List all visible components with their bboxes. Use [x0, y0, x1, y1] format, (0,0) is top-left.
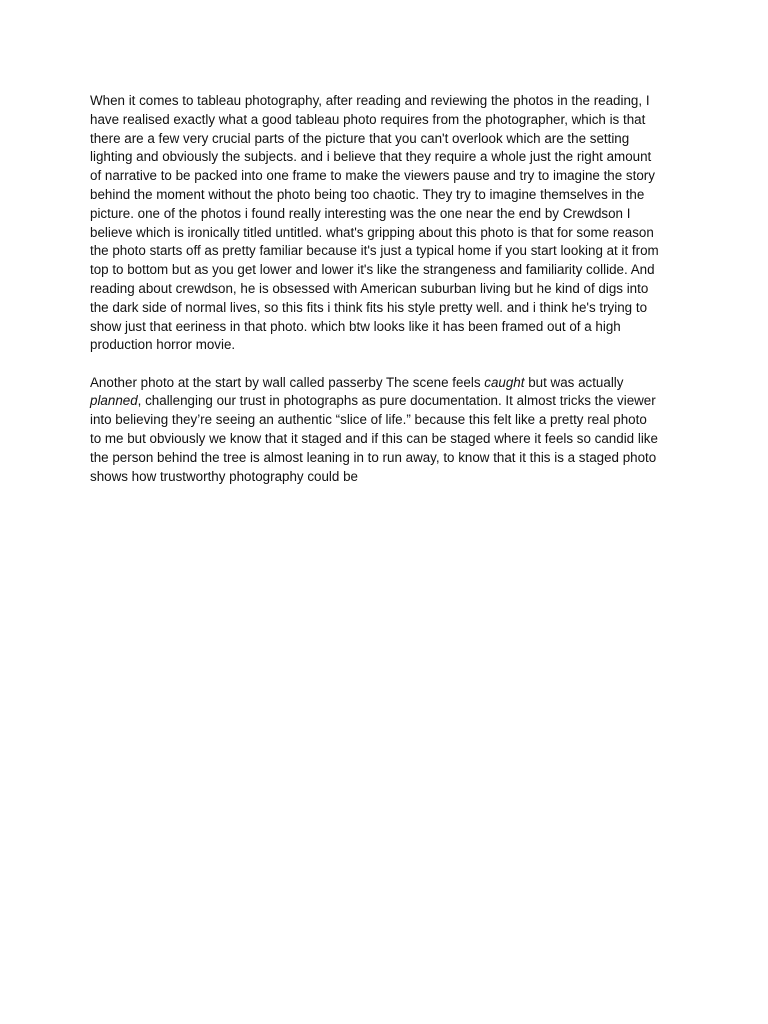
text-line: picture. one of the photos i found really interesting was the one near the end by Crewdson I [90, 205, 631, 221]
text-line [90, 374, 682, 393]
text-run: , challenging our trust in photographs as pure documentation. It almost tricks the viewer [137, 393, 656, 409]
text-line: shows how trustworthy photography could be [90, 468, 358, 484]
text-run: Another photo at the start by wall called passerby The scene feels [90, 374, 485, 390]
text-line: have realised exactly what a good tableau photo requires from the photographer, which is that [90, 111, 646, 127]
text-line: reading about crewdson, he is obsessed with American suburban living but he kind of digs into [90, 280, 649, 296]
text-line: top to bottom but as you get lower and lower it's like the strangeness and familiarity collide. And [90, 262, 655, 278]
text-line: production horror movie. [90, 337, 236, 353]
paragraph-2 [90, 374, 682, 487]
text-run: but was actually [524, 374, 624, 390]
text-line: lighting and obviously the subjects. and i believe that they require a whole just the right amount [90, 149, 652, 165]
text-line: believe which is ironically titled untitled. what's gripping about this photo is that for some reason [90, 224, 654, 240]
text-line: into believing they’re seeing an authentic “slice of life.” because this felt like a pretty real photo [90, 412, 647, 428]
document-body [90, 92, 682, 486]
text-line: of narrative to be packed into one frame to make the viewers pause and try to imagine the story [90, 168, 655, 184]
paragraph-1 [90, 92, 682, 355]
text-line: to me but obviously we know that it staged and if this can be staged where it feels so candid like [90, 431, 658, 447]
text-line [90, 392, 682, 411]
text-line: there are a few very crucial parts of the picture that you can't overlook which are the setting [90, 130, 630, 146]
text-line: the person behind the tree is almost leaning in to run away, to know that it this is a staged photo [90, 449, 657, 465]
text-line: behind the moment without the photo being too chaotic. They try to imagine themselves in the [90, 186, 645, 202]
text-line: show just that eeriness in that photo. which btw looks like it has been framed out of a high [90, 318, 621, 334]
italic-text: planned [90, 393, 138, 409]
text-line: the photo starts off as pretty familiar because it's just a typical home if you start looking at it from [90, 243, 659, 259]
text-line: When it comes to tableau photography, after reading and reviewing the photos in the reading, I [90, 93, 650, 108]
italic-text: caught [484, 374, 525, 390]
text-line: the dark side of normal lives, so this fits i think fits his style pretty well. and i think he's trying to [90, 299, 648, 315]
